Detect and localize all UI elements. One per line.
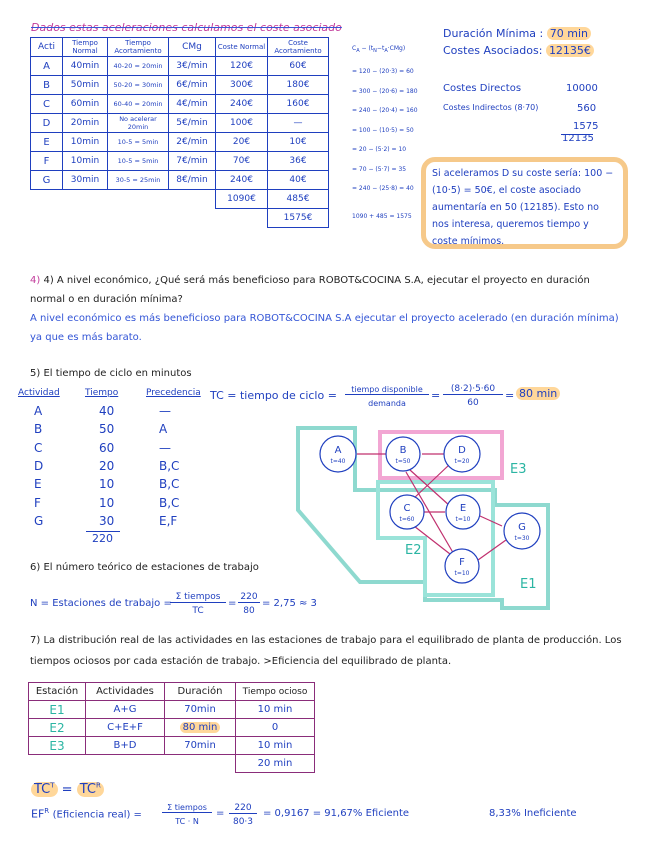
cost-cell-tn: 50min [63,76,108,95]
cost-cell-ta: 10-5 = 5min [108,133,169,152]
tc-formula-den: demanda [368,399,406,408]
min-duration-label: Duración Mínima : 70 min [443,27,591,40]
q5-cell-p: B,C [159,495,180,510]
cost-cell-cn: 100€ [216,114,268,133]
station-cell-dur [165,737,236,755]
cost-cell-tn: 20min [63,114,108,133]
header-coste-acortamiento: Coste Acortamiento [268,38,329,57]
sum-value: 1575 [573,121,599,132]
q6-formula-left: N = Estaciones de trabajo = [30,598,172,609]
assoc-cost-label: Costes Asociados: 12135€ [443,44,594,57]
assoc-cost-value: 12135€ [546,44,594,57]
q6-den: TC [192,606,204,616]
node-a-label: A [334,445,342,456]
cost-cell-ca: 40€ [268,171,329,190]
cost-cell-cmg: 4€/min [169,95,216,114]
cost-cell-ta: 50-20 = 30min [108,76,169,95]
q7-title: 7) La distribución real de las actividades en las estaciones de trabajo para el equilibrado de planta de producción. Los tiempos ociosos por cada estación de trabajo. >Eficiencia del equilibrado de planta. [30,635,622,667]
station-cell-text: B+D [113,740,137,751]
station-cell-dur [165,701,236,719]
q5-cell-a: B [34,422,43,437]
cost-cell-cn: 300€ [216,76,268,95]
q5-cell-p: A [159,422,168,437]
station-cell-text: 0 [271,722,279,733]
station-cell-idle [236,737,315,755]
cost-cell-cmg: 7€/min [169,152,216,171]
cost-cell-cn: 70€ [216,152,268,171]
ef-den2: 80·3 [232,817,254,827]
cost-row [31,95,329,114]
cost-cell-ta: 60-40 = 20min [108,95,169,114]
q5-cell-t: 10 [99,477,115,492]
cost-cell-act: E [31,133,63,152]
station-cell-st [29,737,86,755]
header-acti: Acti [31,38,63,57]
q4-question: 4) 4) A nivel económico, ¿Qué será más beneficioso para ROBOT&COCINA S.A, ejecutar el proyecto en duración normal o en duración mínima? [30,275,590,305]
cost-cell-ta: 10-5 = 5min [108,152,169,171]
sum-total: 12135 [562,133,594,144]
cost-cell-ca: — [268,114,329,133]
station-cell-text: 10 min [257,704,293,715]
st-header-activities: Actividades [86,683,165,701]
cost-cell-tn: 30min [63,171,108,190]
station-e1-label: E1 [520,577,537,592]
header-coste-normal: Coste Normal [216,38,268,57]
q5-cell-p: — [159,404,171,418]
q5-title: 5) El tiempo de ciclo en minutos [30,368,192,379]
node-b-label: B [399,445,407,456]
q5-header-time: Tiempo [85,388,119,398]
cost-cell-cn: 240€ [216,95,268,114]
node-b-time: t=50 [395,458,411,465]
station-cell-idle [236,701,315,719]
ef-result: = 0,9167 = 91,67% Eficiente [263,808,410,819]
station-cell-text: 70min [184,704,216,715]
q6-num: Σ tiempos [170,592,226,603]
side-note-row: = 70 − (5·7) = 35 [352,165,407,173]
callout-note: Si aceleramos D su coste sería: 100 − (10·5) = 50€, el coste asociado aumentaría en 50 (12185). Esto no nos interesa, queremos tiempo y coste mínimos. [421,157,628,249]
cost-cell-ta: 30-5 = 25min [108,171,169,190]
q5-cell-t: 40 [99,404,115,418]
station-cell-dur [165,719,236,737]
side-note-row: = 120 − (20·3) = 60 [352,68,414,75]
cost-cell-ca: 160€ [268,95,329,114]
q5-cell-p: E,F [159,513,178,528]
station-cell-text: A+G [113,704,137,715]
q6-title: 6) El número teórico de estaciones de trabajo [30,562,259,573]
q4-number: 4) [30,275,41,286]
cost-cell-tn: 10min [63,152,108,171]
precedence-diagram [290,420,570,610]
tc-equality: $TC^T = TC^R$ [31,782,104,797]
station-row [29,719,315,737]
cost-row [31,76,329,95]
st-header-duration: Duración [165,683,236,701]
station-cell-acts [86,719,165,737]
station-cell-text: E3 [49,738,65,753]
q5-cell-t: 50 [99,422,115,437]
tc-eq2: = [505,389,515,402]
cost-row [31,114,329,133]
q5-cell-a: E [34,477,42,492]
ef-ineff: 8,33% Ineficiente [489,808,577,819]
direct-cost-label: Costes Directos [443,83,522,94]
side-note-row: = 100 − (10·5) = 50 [352,126,414,134]
cost-cell-act: F [31,152,63,171]
q6-den2: 80 [243,606,255,616]
q5-cell-t: 30 [99,513,115,528]
station-cell-acts [86,701,165,719]
side-note-grand: 1090 + 485 = 1575 [352,213,412,220]
side-note-row: = 300 − (20·6) = 180 [352,87,418,95]
tc-formula-left: TC = tiempo de ciclo = [210,389,337,402]
q5-cell-a: F [34,495,41,510]
node-c-time: t=60 [399,516,415,523]
q5-cell-a: G [34,513,44,528]
ef-den: TC · N [175,817,199,826]
tc-result: 80 min [516,387,560,400]
station-cell-text: 10 min [257,740,293,751]
cost-row [31,171,329,190]
q5-header-activity: Actividad [18,388,60,398]
q6-result: = 2,75 ≈ 3 [262,598,317,609]
side-note-row: = 240 − (20·4) = 160 [352,107,418,114]
station-row [29,701,315,719]
node-e-time: t=10 [455,516,471,523]
node-f-time: t=10 [454,570,470,577]
q5-cell-a: D [34,458,44,473]
tc-eq1: = [431,389,441,402]
q5-cell-t: 20 [99,458,115,473]
station-cell-text: E1 [49,702,65,717]
cost-cell-cmg: 5€/min [169,114,216,133]
cost-cell-ta: 40-20 = 20min [108,57,169,76]
header-cmg: CMg [169,38,216,57]
node-e-label: E [459,503,467,514]
diagram-nodes [320,436,540,583]
station-e3-label: E3 [510,462,527,477]
cost-cell-act: C [31,95,63,114]
ef-num2: 220 [229,803,257,814]
cost-row [31,152,329,171]
station-cell-st [29,701,86,719]
q5-cell-p: B,C [159,477,180,492]
total-normal: 1090€ [216,190,268,209]
cost-row [31,57,329,76]
cost-cell-act: B [31,76,63,95]
direct-cost-value: 10000 [566,83,598,94]
st-header-idle: Tiempo ocioso [236,683,315,701]
q5-cell-t: 10 [99,495,115,510]
tc-mid-den: 60 [467,398,479,408]
tc-mid-num: (8·2)·5·60 [443,384,503,395]
station-e2-label: E2 [405,543,422,558]
q6-eq: = [228,598,237,609]
cost-cell-tn: 40min [63,57,108,76]
ef-num: Σ tiempos [162,803,212,813]
node-f-label: F [459,557,465,568]
indirect-cost-label: Costes Indirectos (8·70) [443,103,539,112]
node-c-label: C [403,503,411,514]
q6-num2: 220 [238,592,260,603]
cost-cell-ca: 36€ [268,152,329,171]
side-note-row: = 20 − (5·2) = 10 [352,146,407,153]
node-d-time: t=20 [454,458,470,465]
cost-cell-ca: 180€ [268,76,329,95]
station-cell-idle [236,719,315,737]
grand-total: 1575€ [268,209,329,228]
station-cell-text: 80 min [180,722,221,733]
ef-eq: = [216,808,225,819]
cost-cell-ca: 60€ [268,57,329,76]
cost-cell-cn: 240€ [216,171,268,190]
indirect-cost-value: 560 [577,103,597,114]
node-g-label: G [518,522,526,533]
cost-section-title: Dados estas aceleraciones calculamos el coste asociado [31,21,342,34]
cost-table [30,37,329,228]
cost-cell-cmg: 6€/min [169,76,216,95]
tc-formula-num: tiempo disponible [345,385,429,395]
node-g-time: t=30 [514,535,530,542]
q5-cell-a: C [34,440,43,455]
cost-cell-tn: 60min [63,95,108,114]
station-cell-acts [86,737,165,755]
q5-cell-t: 60 [99,440,115,455]
header-tiempo-acortamiento: Tiempo Acortamiento [108,38,169,57]
cost-cell-cmg: 2€/min [169,133,216,152]
cost-cell-cmg: 3€/min [169,57,216,76]
node-a-time: t=40 [330,458,346,465]
station-table [28,682,315,773]
q5-total: 220 [92,532,113,545]
cost-row [31,133,329,152]
q5-cell-p: — [159,440,171,455]
header-tiempo-normal: Tiempo Normal [63,38,108,57]
ef-label: $EF^R$ (Eficiencia real) = [31,807,142,821]
cost-cell-ca: 10€ [268,133,329,152]
cost-cell-ta: No acelerar 20min [108,114,169,133]
side-note-header: $C_A - (t_N-t_A\cdot CMg)$ [352,45,406,55]
q5-cell-p: B,C [159,458,180,473]
cost-cell-cmg: 8€/min [169,171,216,190]
st-header-station: Estación [29,683,86,701]
cost-cell-cn: 120€ [216,57,268,76]
cost-cell-act: D [31,114,63,133]
total-accel: 485€ [268,190,329,209]
idle-total: 20 min [236,755,315,773]
node-d-label: D [458,445,466,456]
q5-cell-a: A [34,404,43,418]
station-cell-text: C+E+F [107,722,143,733]
station-cell-text: 70min [184,740,216,751]
q5-header-precedence: Precedencia [146,388,201,398]
q4-answer: A nivel económico es más beneficioso para ROBOT&COCINA S.A ejecutar el proyecto acelerado (en duración mínima) ya que es más barato. [30,313,619,343]
min-duration-value: 70 min [547,27,591,40]
station-row [29,737,315,755]
cost-cell-act: G [31,171,63,190]
station-cell-text: E2 [49,720,65,735]
cost-cell-cn: 20€ [216,133,268,152]
side-note-row: = 240 − (25·8) = 40 [352,185,414,192]
cost-cell-act: A [31,57,63,76]
cost-cell-tn: 10min [63,133,108,152]
station-cell-st [29,719,86,737]
